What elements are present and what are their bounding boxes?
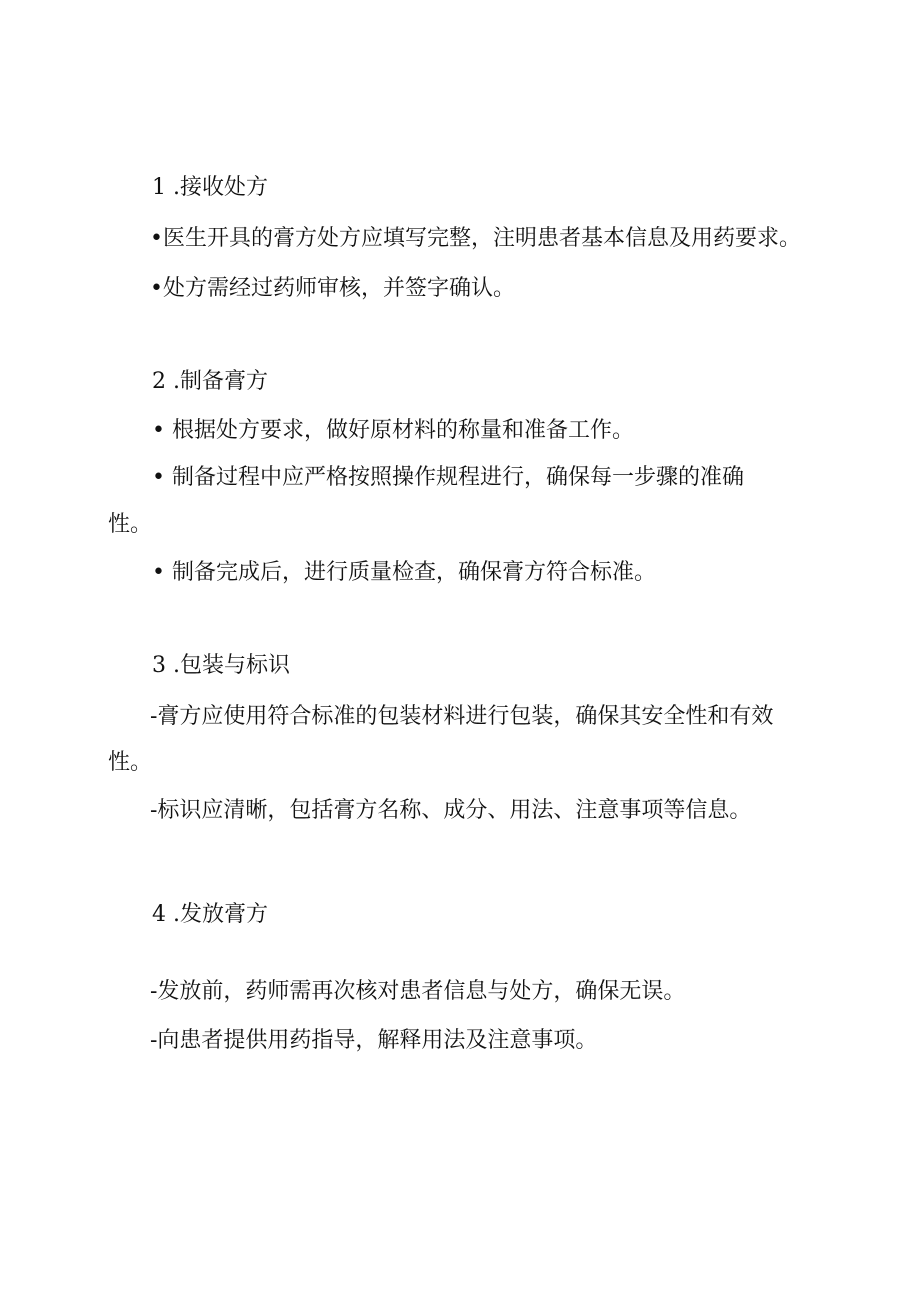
section-1-heading: 1 .接收处方 xyxy=(152,175,268,200)
section-2-item-2-continuation: 性。 xyxy=(108,512,153,537)
section-4-item-1: -发放前，药师需再次核对患者信息与处方，确保无误。 xyxy=(150,979,686,1004)
section-4-item-2: -向患者提供用药指导，解释用法及注意事项。 xyxy=(150,1028,598,1053)
section-3-heading: 3 .包装与标识 xyxy=(152,653,290,678)
section-4-heading: 4 .发放膏方 xyxy=(152,902,268,927)
section-2-item-2: • 制备过程中应严格按照操作规程进行，确保每一步骤的准确 xyxy=(152,465,744,490)
section-2-heading: 2 .制备膏方 xyxy=(152,369,268,394)
section-3-item-1: -膏方应使用符合标准的包装材料进行包装，确保其安全性和有效 xyxy=(150,704,774,729)
section-2-item-3: • 制备完成后，进行质量检查，确保膏方符合标准。 xyxy=(152,560,656,585)
section-3-item-2: -标识应清晰，包括膏方名称、成分、用法、注意事项等信息。 xyxy=(150,798,752,823)
section-3-item-1-continuation: 性。 xyxy=(108,750,153,775)
section-2-item-1: • 根据处方要求，做好原材料的称量和准备工作。 xyxy=(152,418,634,443)
section-1-item-1: •医生开具的膏方处方应填写完整，注明患者基本信息及用药要求。 xyxy=(150,226,801,251)
section-1-item-2: •处方需经过药师审核，并签字确认。 xyxy=(150,276,515,301)
